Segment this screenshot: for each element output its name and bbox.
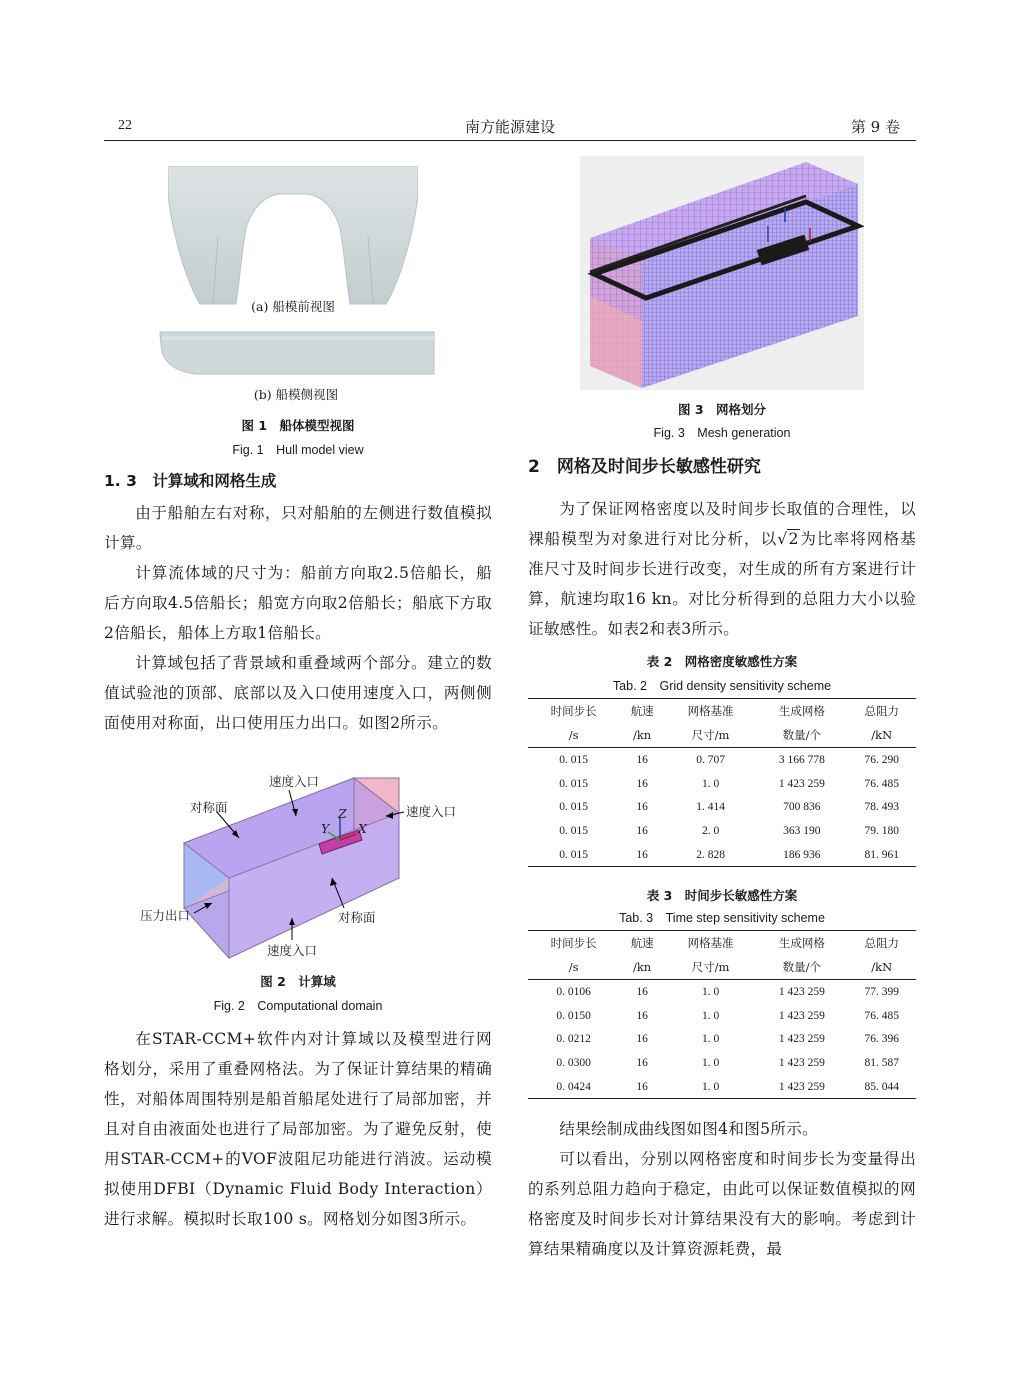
cell: 363 190 bbox=[783, 824, 821, 837]
paragraph: 由于船舶左右对称，只对船舶的左侧进行数值模拟计算。 bbox=[104, 504, 492, 552]
cell: 0. 0150 bbox=[556, 1009, 591, 1022]
cell: 0. 707 bbox=[696, 753, 725, 766]
cell: 1. 0 bbox=[701, 985, 720, 998]
cell: 1. 0 bbox=[701, 1056, 720, 1069]
paragraph: 在STAR-CCM+软件内对计算域以及模型进行网格划分，采用了重叠网格法。为了保证计算结果的精确性，对船体周围特别是船首船尾处进行了局部加密，并且对自由液面处也进行了局部加密。为了避免反射，使用STAR-CCM+的VOF波阻尼功能进行消波。运动模拟使用DFBI（Dynamic Fluid Body Interaction）进行求解。模拟时长取100 s。网格划分如图3所示。 bbox=[104, 1030, 492, 1228]
cell: 76. 485 bbox=[864, 1009, 899, 1022]
table-row bbox=[528, 843, 916, 867]
header-cell: 网格基准 bbox=[665, 931, 756, 956]
fig3-caption-en: Fig. 3 Mesh generation bbox=[653, 426, 791, 440]
section-2 bbox=[528, 452, 916, 644]
header-cell: /kN bbox=[847, 723, 916, 748]
cell: 2. 0 bbox=[701, 824, 720, 837]
section-heading: 1. 3 计算域和网格生成 bbox=[104, 472, 277, 490]
paragraph: 计算流体域的尺寸为：船前方向取2.5倍船长，船后方向取4.5倍船长；船宽方向取2倍船长；船底下方取2倍船长，船体上方取1倍船长。 bbox=[104, 564, 492, 642]
table3-container bbox=[528, 930, 916, 1099]
fig1-caption-zh: 图 1 船体模型视图 bbox=[241, 418, 355, 433]
cell: 1 423 259 bbox=[778, 1056, 825, 1069]
cell: 81. 961 bbox=[847, 843, 916, 867]
paragraph: 计算域包括了背景域和重叠域两个部分。建立的数值试验池的顶部、底部以及入口使用速度入口，两侧侧面使用对称面，出口使用压力出口。如图2所示。 bbox=[104, 654, 492, 732]
header-cell: /s bbox=[528, 955, 619, 980]
volume-label: 第 9 卷 bbox=[850, 118, 900, 136]
table2-container bbox=[528, 698, 916, 867]
label-pressure-outlet: 压力出口 bbox=[140, 908, 191, 923]
paragraph-text-before: 为了保证网格密度以及时间步长取值的合理性，以裸船模型为对象进行对比分析，以 bbox=[528, 500, 916, 548]
paragraph-text-after: 为比率将网格基准尺寸及时间步长进行改变，对生成的所有方案进行计算，航速均取16 kn。对比分析得到的总阻力大小以验证敏感性。如表2和表3所示。 bbox=[528, 530, 916, 638]
cell: 16 bbox=[636, 985, 648, 998]
cell: 0. 0424 bbox=[528, 1075, 619, 1099]
header-cell: 时间步长 bbox=[528, 931, 619, 956]
axis-label-z: Z bbox=[338, 806, 347, 821]
cell: 77. 399 bbox=[864, 985, 899, 998]
cell: 81. 587 bbox=[864, 1056, 899, 1069]
table-header-row bbox=[528, 931, 916, 956]
header-cell: 数量/个 bbox=[756, 723, 847, 748]
label-symmetry-bottom: 对称面 bbox=[338, 910, 376, 925]
table-row bbox=[528, 980, 916, 1004]
cell: 0. 015 bbox=[559, 824, 589, 837]
header-cell: 网格基准 bbox=[665, 699, 756, 724]
header-cell: /s bbox=[528, 723, 619, 748]
header-cell: 生成网格 bbox=[756, 699, 847, 724]
page-number: 22 bbox=[118, 118, 132, 133]
cell: 0. 0106 bbox=[556, 985, 591, 998]
cell: 0. 015 bbox=[559, 777, 589, 790]
mesh-generation-figure bbox=[580, 156, 864, 390]
label-velocity-inlet-right: 速度入口 bbox=[406, 804, 457, 819]
header-cell: /kn bbox=[619, 723, 665, 748]
table-header-row bbox=[528, 699, 916, 724]
cell: 1. 0 bbox=[665, 1075, 756, 1099]
table-row bbox=[528, 772, 916, 796]
fig1-subcaption-b: (b) 船模侧视图 bbox=[253, 387, 339, 402]
cell: 76. 396 bbox=[864, 1033, 899, 1046]
axis-label-y: Y bbox=[321, 821, 330, 836]
running-header bbox=[104, 110, 916, 141]
table-row bbox=[528, 819, 916, 843]
axis-label-x: X bbox=[358, 821, 367, 836]
cell: 16 bbox=[636, 801, 648, 814]
header-cell: 航速 bbox=[619, 699, 665, 724]
journal-title: 南方能源建设 bbox=[464, 118, 555, 136]
cell: 16 bbox=[636, 1033, 648, 1046]
header-cell: 尺寸/m bbox=[665, 955, 756, 980]
cell: 0. 015 bbox=[528, 843, 619, 867]
cell: 1. 414 bbox=[696, 801, 725, 814]
cell: 16 bbox=[636, 1056, 648, 1069]
cell: 76. 485 bbox=[864, 777, 899, 790]
table2 bbox=[528, 698, 916, 867]
header-cell: 数量/个 bbox=[756, 955, 847, 980]
hull-front-view-image bbox=[168, 166, 418, 306]
table2-caption-en: Tab. 2 Grid density sensitivity scheme bbox=[612, 679, 832, 693]
table-row bbox=[528, 1075, 916, 1099]
cell: 85. 044 bbox=[847, 1075, 916, 1099]
computational-domain-figure bbox=[104, 768, 492, 968]
header-cell: 总阻力 bbox=[847, 931, 916, 956]
fig2-caption-zh: 图 2 计算域 bbox=[260, 974, 336, 989]
cell: 1 423 259 bbox=[778, 985, 825, 998]
left-bottom-text bbox=[104, 1024, 492, 1234]
sqrt-expression: √2 bbox=[777, 530, 799, 548]
table-header-row bbox=[528, 723, 916, 748]
cell: 16 bbox=[636, 1009, 648, 1022]
cell: 2. 828 bbox=[665, 843, 756, 867]
header-cell: 生成网格 bbox=[756, 931, 847, 956]
fig3-caption-zh: 图 3 网格划分 bbox=[677, 402, 767, 417]
table2-caption-zh: 表 2 网格密度敏感性方案 bbox=[646, 654, 798, 669]
table3 bbox=[528, 930, 916, 1099]
header-cell: /kn bbox=[619, 955, 665, 980]
sqrt-radicand: 2 bbox=[788, 530, 799, 548]
cell: 3 166 778 bbox=[778, 753, 825, 766]
hull-side-view-image bbox=[156, 330, 436, 380]
table-row bbox=[528, 1027, 916, 1051]
label-symmetry-top: 对称面 bbox=[190, 800, 228, 815]
table3-caption-en: Tab. 3 Time step sensitivity scheme bbox=[619, 911, 825, 925]
table3-caption-zh: 表 3 时间步长敏感性方案 bbox=[646, 888, 798, 903]
cell: 1 423 259 bbox=[778, 1033, 825, 1046]
cell: 700 836 bbox=[783, 801, 821, 814]
cell: 0. 015 bbox=[559, 801, 589, 814]
cell: 1 423 259 bbox=[778, 777, 825, 790]
header-cell: /kN bbox=[847, 955, 916, 980]
cell: 0. 0212 bbox=[556, 1033, 591, 1046]
cell: 16 bbox=[619, 843, 665, 867]
table-row bbox=[528, 748, 916, 772]
cell: 1. 0 bbox=[701, 1009, 720, 1022]
paragraph: 结果绘制成曲线图如图4和图5所示。 bbox=[559, 1120, 819, 1138]
header-cell: 尺寸/m bbox=[665, 723, 756, 748]
cell: 0. 015 bbox=[559, 753, 589, 766]
header-cell: 航速 bbox=[619, 931, 665, 956]
cell: 78. 493 bbox=[864, 801, 899, 814]
label-velocity-inlet-top: 速度入口 bbox=[269, 774, 320, 789]
section-heading: 2 网格及时间步长敏感性研究 bbox=[528, 457, 761, 477]
cell: 1. 0 bbox=[701, 1033, 720, 1046]
section-1-3 bbox=[104, 466, 492, 738]
cell: 1. 0 bbox=[701, 777, 720, 790]
cell: 79. 180 bbox=[864, 824, 899, 837]
header-cell: 时间步长 bbox=[528, 699, 619, 724]
paragraph: 可以看出，分别以网格密度和时间步长为变量得出的系列总阻力趋向于稳定，由此可以保证数值模拟的网格密度及时间步长对计算结果没有大的影响。考虑到计算结果精确度以及计算资源耗费，最 bbox=[528, 1150, 916, 1258]
cell: 16 bbox=[636, 753, 648, 766]
cell: 1 423 259 bbox=[778, 1009, 825, 1022]
cell: 0. 0300 bbox=[556, 1056, 591, 1069]
label-velocity-inlet-bottom: 速度入口 bbox=[267, 943, 318, 958]
cell: 76. 290 bbox=[864, 753, 899, 766]
table-row bbox=[528, 1004, 916, 1028]
paragraph bbox=[528, 494, 916, 644]
fig1-caption-en: Fig. 1 Hull model view bbox=[232, 443, 364, 457]
cell: 16 bbox=[619, 1075, 665, 1099]
header-cell: 总阻力 bbox=[847, 699, 916, 724]
fig2-caption-en: Fig. 2 Computational domain bbox=[213, 999, 383, 1013]
table-row bbox=[528, 795, 916, 819]
table-header-row bbox=[528, 955, 916, 980]
cell: 186 936 bbox=[756, 843, 847, 867]
table-row bbox=[528, 1051, 916, 1075]
cell: 1 423 259 bbox=[756, 1075, 847, 1099]
cell: 16 bbox=[636, 824, 648, 837]
right-bottom-text bbox=[528, 1114, 916, 1264]
fig1-subcaption-a: (a) 船模前视图 bbox=[251, 299, 335, 314]
cell: 16 bbox=[636, 777, 648, 790]
